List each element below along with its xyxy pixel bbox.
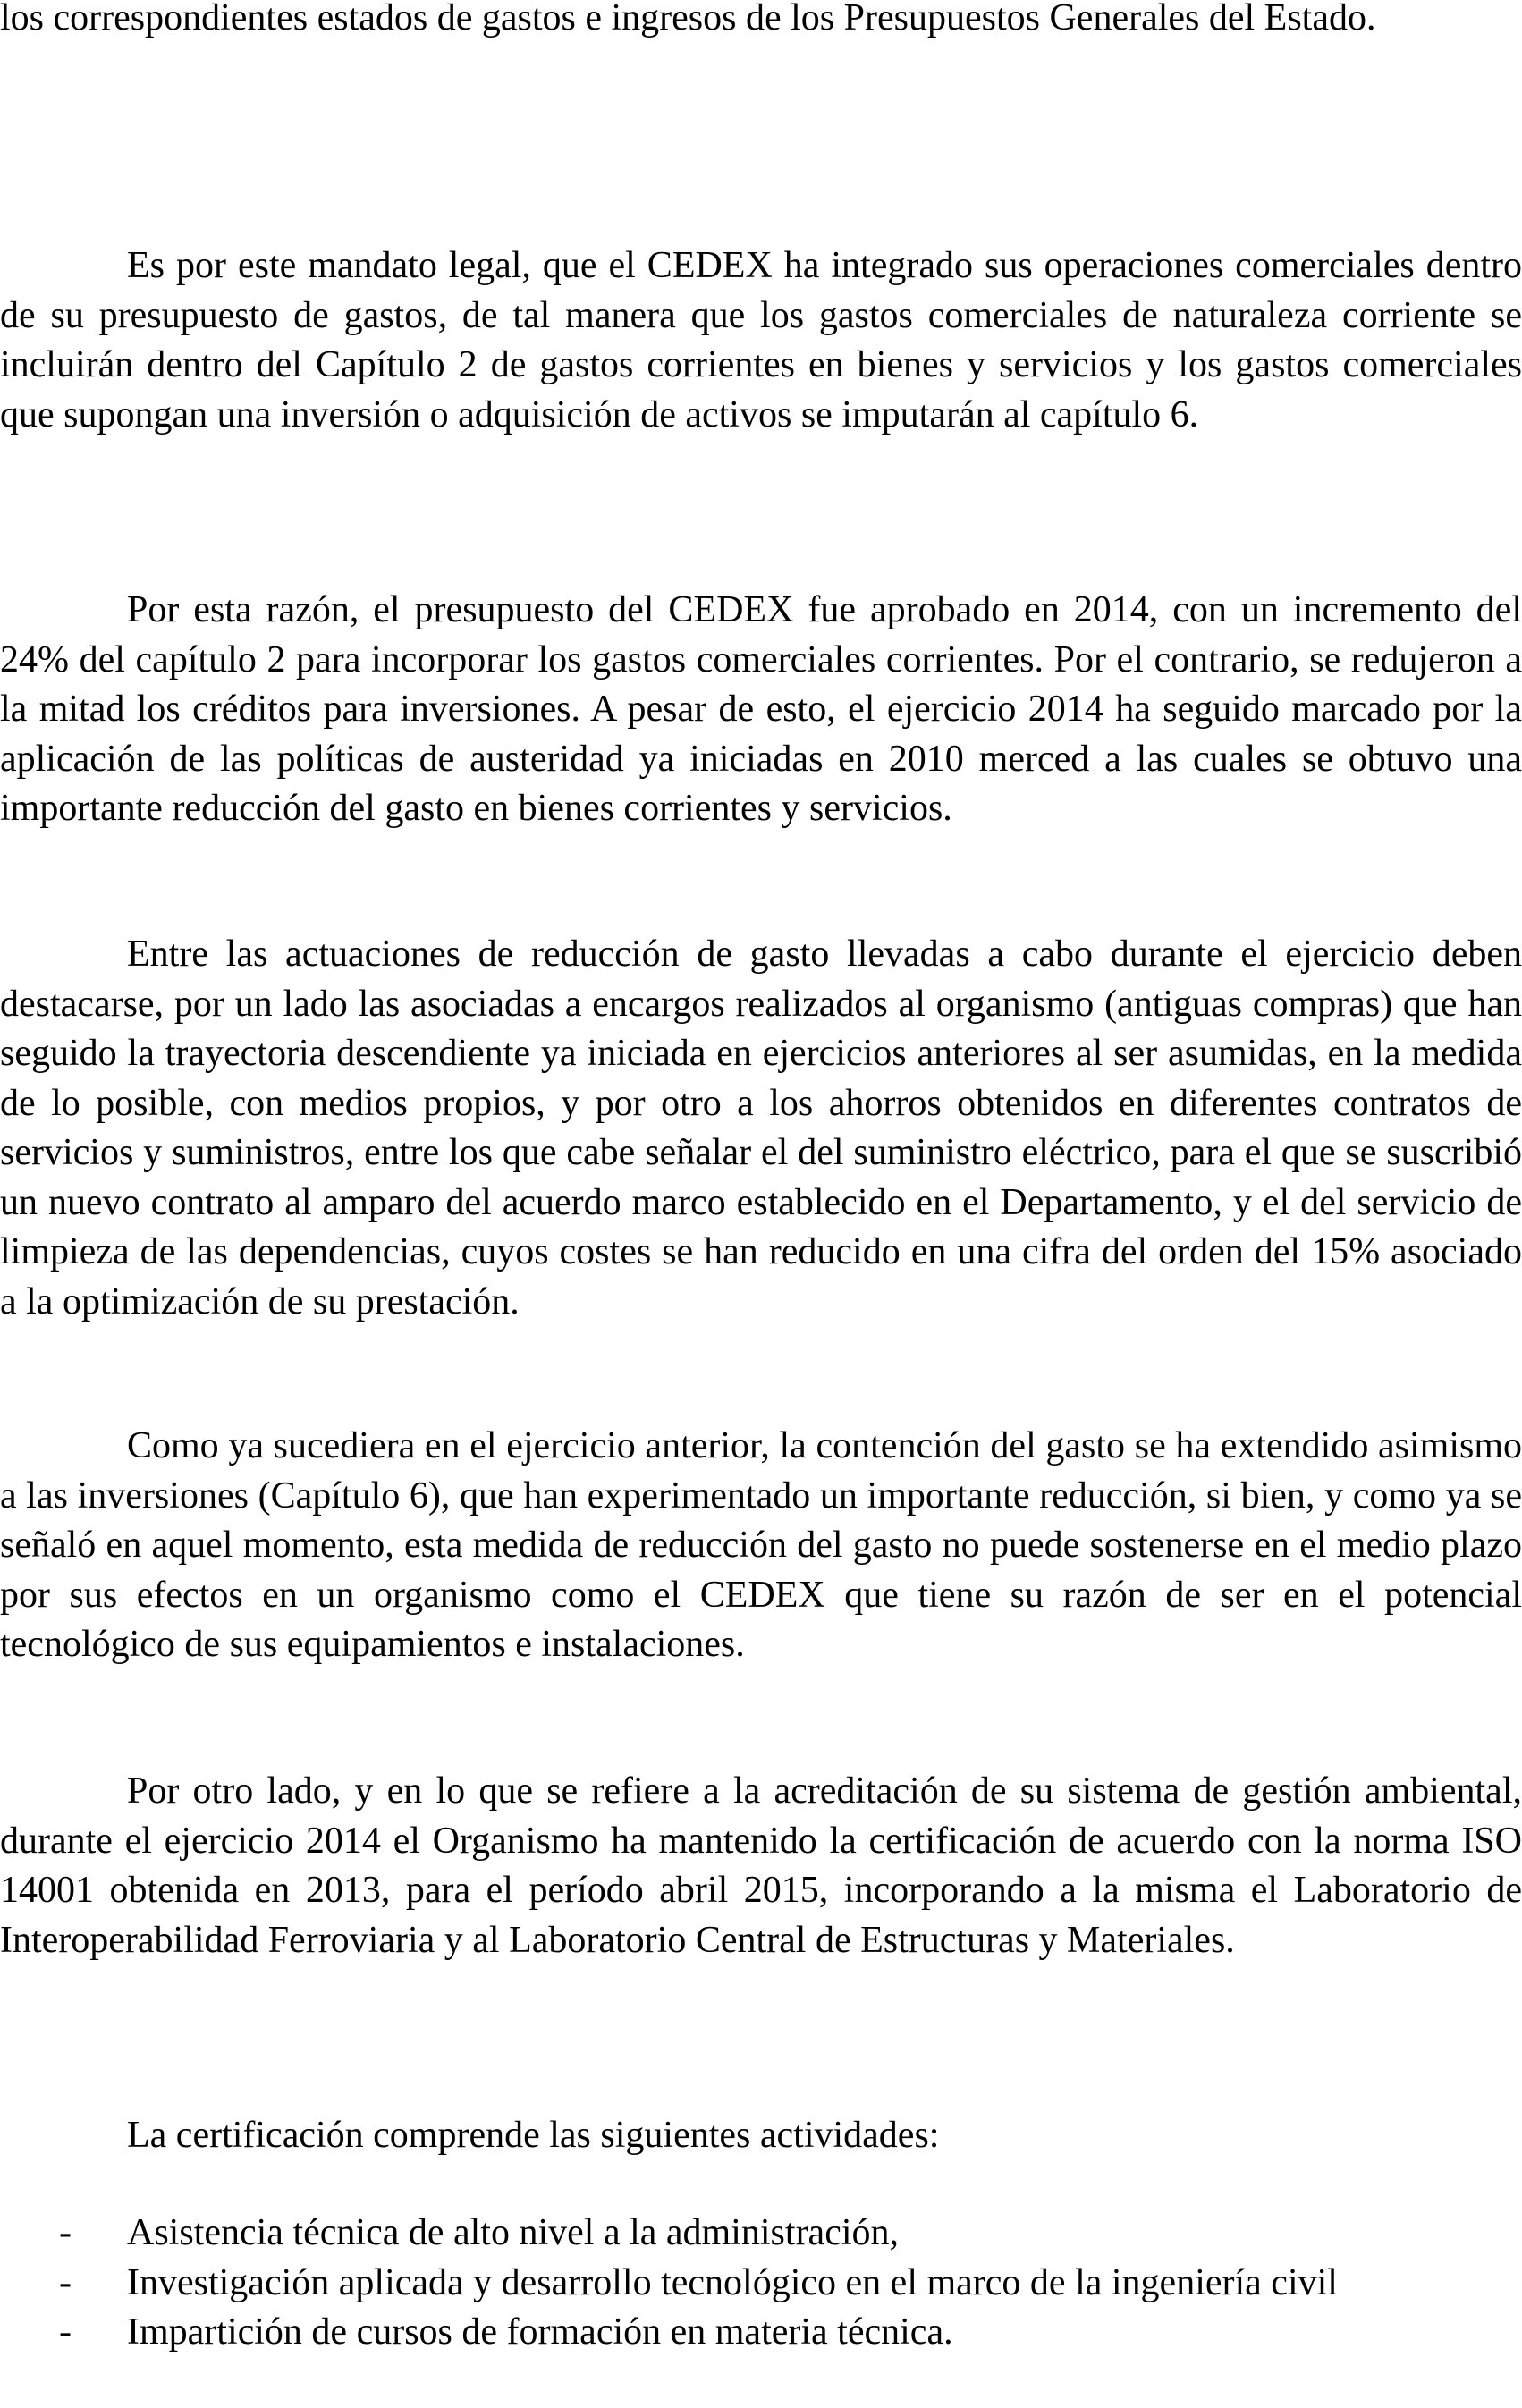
paragraph-actividades-intro: La certificación comprende las siguientes actividades:	[127, 2115, 940, 2156]
paragraph-reduccion-gasto: Entre las actuaciones de reducción de gasto llevadas a cabo durante el ejercicio deben destacarse, por un lado las asociadas a encargos realizados al organismo (antiguas compras) que han seguido la trayectoria descendiente ya iniciada en ejercicios anteriores al ser asumidas, en la medida de lo posible, con medios propios, y por otro a los ahorros obtenidos en diferentes contratos de servicios y suministros, entre los que cabe señalar el del suministro eléctrico, para el que se suscribió un nuevo contrato al amparo del acuerdo marco establecido en el Departamento, y el del servicio de limpieza de las dependencias, cuyos costes se han reducido en una cifra del orden del 15% asociado a la optimización de su prestación.	[0, 934, 1522, 1322]
paragraph-mandato-legal: Es por este mandato legal, que el CEDEX ha integrado sus operaciones comerciales dentro de su presupuesto de gastos, de tal manera que los gastos comerciales de naturaleza corriente se incluirán dentro del Capítulo 2 de gastos corrientes en bienes y servicios y los gastos comerciales que supongan una inversión o adquisición de activos se imputarán al capítulo 6.	[0, 245, 1522, 435]
list-item	[0, 2259, 1522, 2309]
paragraph-inversiones: Como ya sucediera en el ejercicio anterior, la contención del gasto se ha extendido asimismo a las inversiones (Capítulo 6), que han experimentado un importante reducción, si bien, y como ya se señaló en aquel momento, esta medida de reducción del gasto no puede sostenerse en el medio plazo por sus efectos en un organismo como el CEDEX que tiene su razón de ser en el potencial tecnológico de sus equipamientos e instalaciones.	[0, 1425, 1522, 1665]
activities-list	[0, 2209, 1522, 2358]
list-item	[0, 2209, 1522, 2259]
list-bullet: -	[59, 2311, 72, 2353]
list-bullet: -	[59, 2212, 72, 2253]
paragraph-presupuesto-2014: Por esta razón, el presupuesto del CEDEX fue aprobado en 2014, con un incremento del 24% del capítulo 2 para incorporar los gastos comerciales corrientes. Por el contrario, se redujeron a la mitad los créditos para inversiones. A pesar de esto, el ejercicio 2014 ha seguido marcado por la aplicación de las políticas de austeridad ya iniciadas en 2010 merced a las cuales se obtuvo una importante reducción del gasto en bienes corrientes y servicios.	[0, 589, 1522, 829]
list-item-text: Asistencia técnica de alto nivel a la administración,	[127, 2212, 900, 2253]
list-bullet: -	[59, 2261, 72, 2303]
paragraph-continuation: los correspondientes estados de gastos e ingresos de los Presupuestos Generales del Estado.	[0, 0, 1376, 38]
list-item-text: Impartición de cursos de formación en materia técnica.	[127, 2311, 953, 2353]
list-item-text: Investigación aplicada y desarrollo tecnológico en el marco de la ingeniería civil	[127, 2261, 1338, 2303]
list-item	[0, 2308, 1522, 2358]
paragraph-certificacion-ambiental: Por otro lado, y en lo que se refiere a la acreditación de su sistema de gestión ambiental, durante el ejercicio 2014 el Organismo ha mantenido la certificación de acuerdo con la norma ISO 14001 obtenida en 2013, para el período abril 2015, incorporando a la misma el Laboratorio de Interoperabilidad Ferroviaria y al Laboratorio Central de Estructuras y Materiales.	[0, 1770, 1522, 1961]
